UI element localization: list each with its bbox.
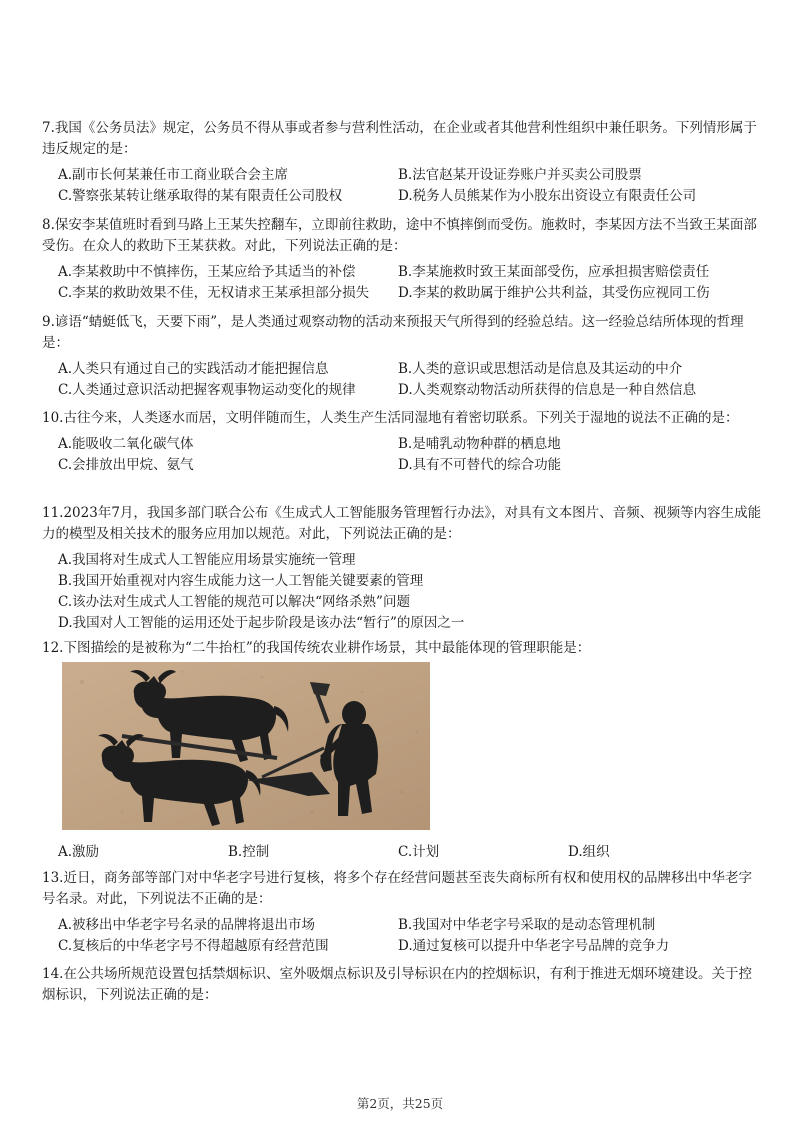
question-stem: 14.在公共场所规范设置包括禁烟标识、室外吸烟点标识及引导标识在内的控烟标识，有利于推进无烟环境建设。关于控烟标识，下列说法正确的是： (42, 966, 752, 1003)
option-c: C.警察张某转让继承取得的某有限责任公司股权 (58, 188, 343, 204)
two-oxen-plowing-figure (62, 662, 430, 830)
option-b: B.法官赵某开设证券账户并买卖公司股票 (398, 167, 642, 183)
question-14 (42, 964, 762, 1006)
question-stem: 9.谚语“蜻蜓低飞，天要下雨”，是人类通过观察动物的活动来预报天气所得到的经验总结。这一经验总结所体现的哲理是： (42, 314, 744, 351)
question-stem: 7.我国《公务员法》规定，公务员不得从事或者参与营利性活动，在企业或者其他营利性组织中兼任职务。下列情形属于违反规定的是： (42, 120, 757, 157)
option-c: C.李某的救助效果不佳，无权请求王某承担部分损失 (58, 285, 370, 301)
option-b: B.是哺乳动物种群的栖息地 (398, 436, 561, 452)
question-8 (42, 215, 762, 304)
options (58, 262, 762, 304)
option-c: C.复核后的中华老字号不得超越原有经营范围 (58, 938, 329, 954)
question-13 (42, 868, 762, 957)
question-stem: 11.2023年7月，我国多部门联合公布《生成式人工智能服务管理暂行办法》，对具有文本图片、音频、视频等内容生成能力的模型及相关技术的服务应用加以规范。对此，下列说法正确的是： (42, 505, 762, 542)
options (58, 550, 762, 634)
options (58, 842, 762, 863)
option-b: B.李某施救时致王某面部受伤，应承担损害赔偿责任 (398, 264, 710, 280)
option-c: C.人类通过意识活动把握客观事物运动变化的规律 (58, 382, 356, 398)
option-a: A.李某救助中不慎摔伤，王某应给予其适当的补偿 (58, 264, 356, 280)
option-b: B.人类的意识或思想活动是信息及其运动的中介 (398, 361, 683, 377)
options (58, 434, 762, 476)
question-stem: 12.下图描绘的是被称为“二牛抬杠”的我国传统农业耕作场景，其中最能体现的管理职能是： (42, 640, 591, 656)
option-d: D.税务人员熊某作为小股东出资设立有限责任公司 (398, 188, 697, 204)
option-b: B.我国开始重视对内容生成能力这一人工智能关键要素的管理 (58, 573, 424, 589)
question-7 (42, 118, 762, 207)
option-c: C.会排放出甲烷、氨气 (58, 457, 194, 473)
option-a: A.激励 (58, 844, 100, 860)
option-b: B.我国对中华老字号采取的是动态管理机制 (398, 917, 656, 933)
question-11 (42, 503, 762, 634)
option-a: A.人类只有通过自己的实践活动才能把握信息 (58, 361, 329, 377)
option-a: A.被移出中华老字号名录的品牌将退出市场 (58, 917, 316, 933)
question-12 (42, 638, 762, 659)
page-footer: 第2页，共25页 (356, 1096, 444, 1111)
option-d: D.通过复核可以提升中华老字号品牌的竞争力 (398, 938, 670, 954)
option-d: D.具有不可替代的综合功能 (398, 457, 562, 473)
option-d: D.李某的救助属于维护公共利益，其受伤应视同工伤 (398, 285, 710, 301)
option-d: D.组织 (568, 844, 610, 860)
question-12-options (42, 842, 762, 863)
question-9 (42, 312, 762, 401)
option-a: A.能吸收二氧化碳气体 (58, 436, 194, 452)
options (58, 165, 762, 207)
option-a: A.副市长何某兼任市工商业联合会主席 (58, 167, 289, 183)
option-b: B.控制 (228, 844, 270, 860)
option-d: D.我国对人工智能的运用还处于起步阶段是该办法“暂行”的原因之一 (58, 615, 465, 631)
option-c: C.计划 (398, 844, 440, 860)
question-stem: 13.近日，商务部等部门对中华老字号进行复核，将多个存在经营问题甚至丧失商标所有权和使用权的品牌移出中华老字号名录。对此，下列说法不正确的是： (42, 870, 752, 907)
question-stem: 8.保安李某值班时看到马路上王某失控翻车，立即前往救助，途中不慎摔倒而受伤。施救时，李某因方法不当致王某面部受伤。在众人的救助下王某获救。对此，下列说法正确的是： (42, 217, 757, 254)
question-10 (42, 408, 762, 476)
options (58, 915, 762, 957)
option-d: D.人类观察动物活动所获得的信息是一种自然信息 (398, 382, 697, 398)
option-c: C.该办法对生成式人工智能的规范可以解决“网络杀熟”问题 (58, 594, 410, 610)
plowing-scene-image (62, 662, 430, 830)
option-a: A.我国将对生成式人工智能应用场景实施统一管理 (58, 552, 356, 568)
options (58, 359, 762, 401)
question-stem: 10.古往今来，人类逐水而居，文明伴随而生，人类生产生活同湿地有着密切联系。下列关于湿地的说法不正确的是： (42, 410, 739, 426)
